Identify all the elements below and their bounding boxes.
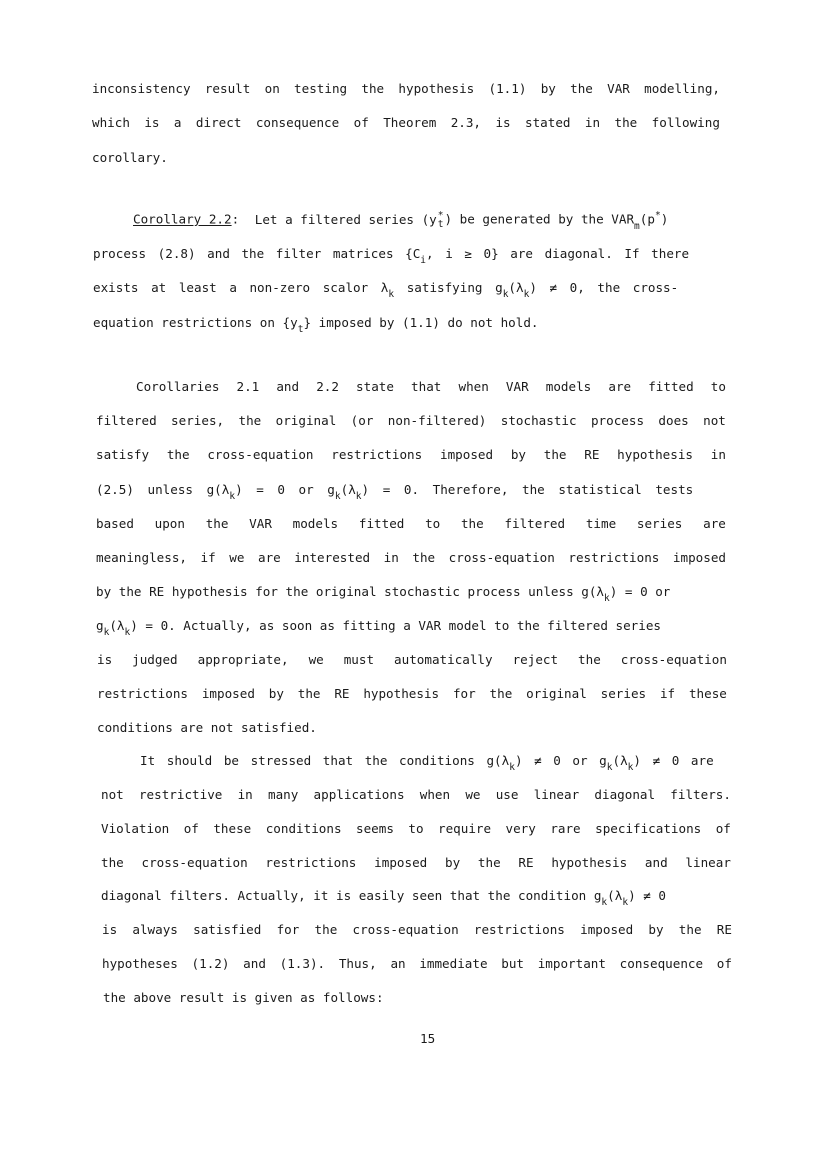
paragraph-stressed-line-7: hypotheses (1.2) and (1.3). Thus, an immediate but important consequence of — [102, 956, 732, 971]
paragraph-stressed-line-5: diagonal filters. Actually, it is easily seen that the condition $g_k(\lambda_k) \ne 0$ — [101, 888, 666, 908]
corollary-label: Corollary 2.2 — [133, 211, 232, 227]
paragraph-stressed-line-6: is always satisfied for the cross-equation restrictions imposed by the RE — [102, 922, 732, 937]
paragraph-corollaries-line-3: satisfy the cross-equation restrictions imposed by the RE hypothesis in — [96, 447, 726, 462]
paragraph-intro-line-1: inconsistency result on testing the hypothesis (1.1) by the VAR modelling, — [92, 81, 720, 96]
paragraph-corollaries-line-5: based upon the VAR models fitted to the filtered time series are — [96, 516, 726, 531]
paragraph-stressed-line-2: not restrictive in many applications when we use linear diagonal filters. — [101, 787, 731, 802]
paragraph-intro-line-3: corollary. — [92, 150, 168, 165]
paragraph-stressed-line-3: Violation of these conditions seems to require very rare specifications of — [101, 821, 731, 836]
paragraph-stressed-line-8: the above result is given as follows: — [103, 990, 384, 1005]
paragraph-corollaries-line-1: Corollaries 2.1 and 2.2 state that when VAR models are fitted to — [136, 379, 726, 394]
paragraph-corollaries-line-8: $g_k(\lambda_k) = 0$. Actually, as soon as fitting a VAR model to the filtered series — [96, 618, 661, 638]
paragraph-intro-line-2: which is a direct consequence of Theorem 2.3, is stated in the following — [92, 115, 720, 130]
paragraph-corollaries-line-7: by the RE hypothesis for the original stochastic process unless $g(\lambda_k) = 0$ or — [96, 584, 671, 604]
paragraph-corollaries-line-6: meaningless, if we are interested in the cross-equation restrictions imposed — [96, 550, 726, 565]
corollary-line-2: process (2.8) and the filter matrices {$C_i$, i ≥ 0} are diagonal. If there — [93, 246, 690, 266]
corollary-line-3: exists at least a non-zero scalor $\lambda_k$ satisfying $g_k(\lambda_k) \ne 0$, the cross- — [93, 280, 679, 300]
paragraph-corollaries-line-4: (2.5) unless $g(\lambda_k) = 0$ or $g_k(\lambda_k) = 0$. Therefore, the statistical tests — [96, 482, 694, 502]
paragraph-corollaries-line-9: is judged appropriate, we must automatically reject the cross-equation — [97, 652, 727, 667]
paragraph-corollaries-line-11: conditions are not satisfied. — [97, 720, 317, 735]
corollary-line-4: equation restrictions on $\{y_t\}$ imposed by (1.1) do not hold. — [93, 315, 539, 335]
paragraph-stressed-line-1: It should be stressed that the conditions $g(\lambda_k) \ne 0$ or $g_k(\lambda_k) \ne 0$ are — [140, 753, 714, 773]
corollary-line-1: Corollary 2.2: Let a filtered series (y * t ) be generated by the $VAR_m(p^*)$ — [133, 209, 669, 232]
paragraph-corollaries-line-2: filtered series, the original (or non-filtered) stochastic process does not — [96, 413, 726, 428]
paragraph-stressed-line-4: the cross-equation restrictions imposed by the RE hypothesis and linear — [101, 855, 731, 870]
page-number: 15 — [420, 1031, 436, 1046]
paragraph-corollaries-line-10: restrictions imposed by the RE hypothesis for the original series if these — [97, 686, 727, 701]
